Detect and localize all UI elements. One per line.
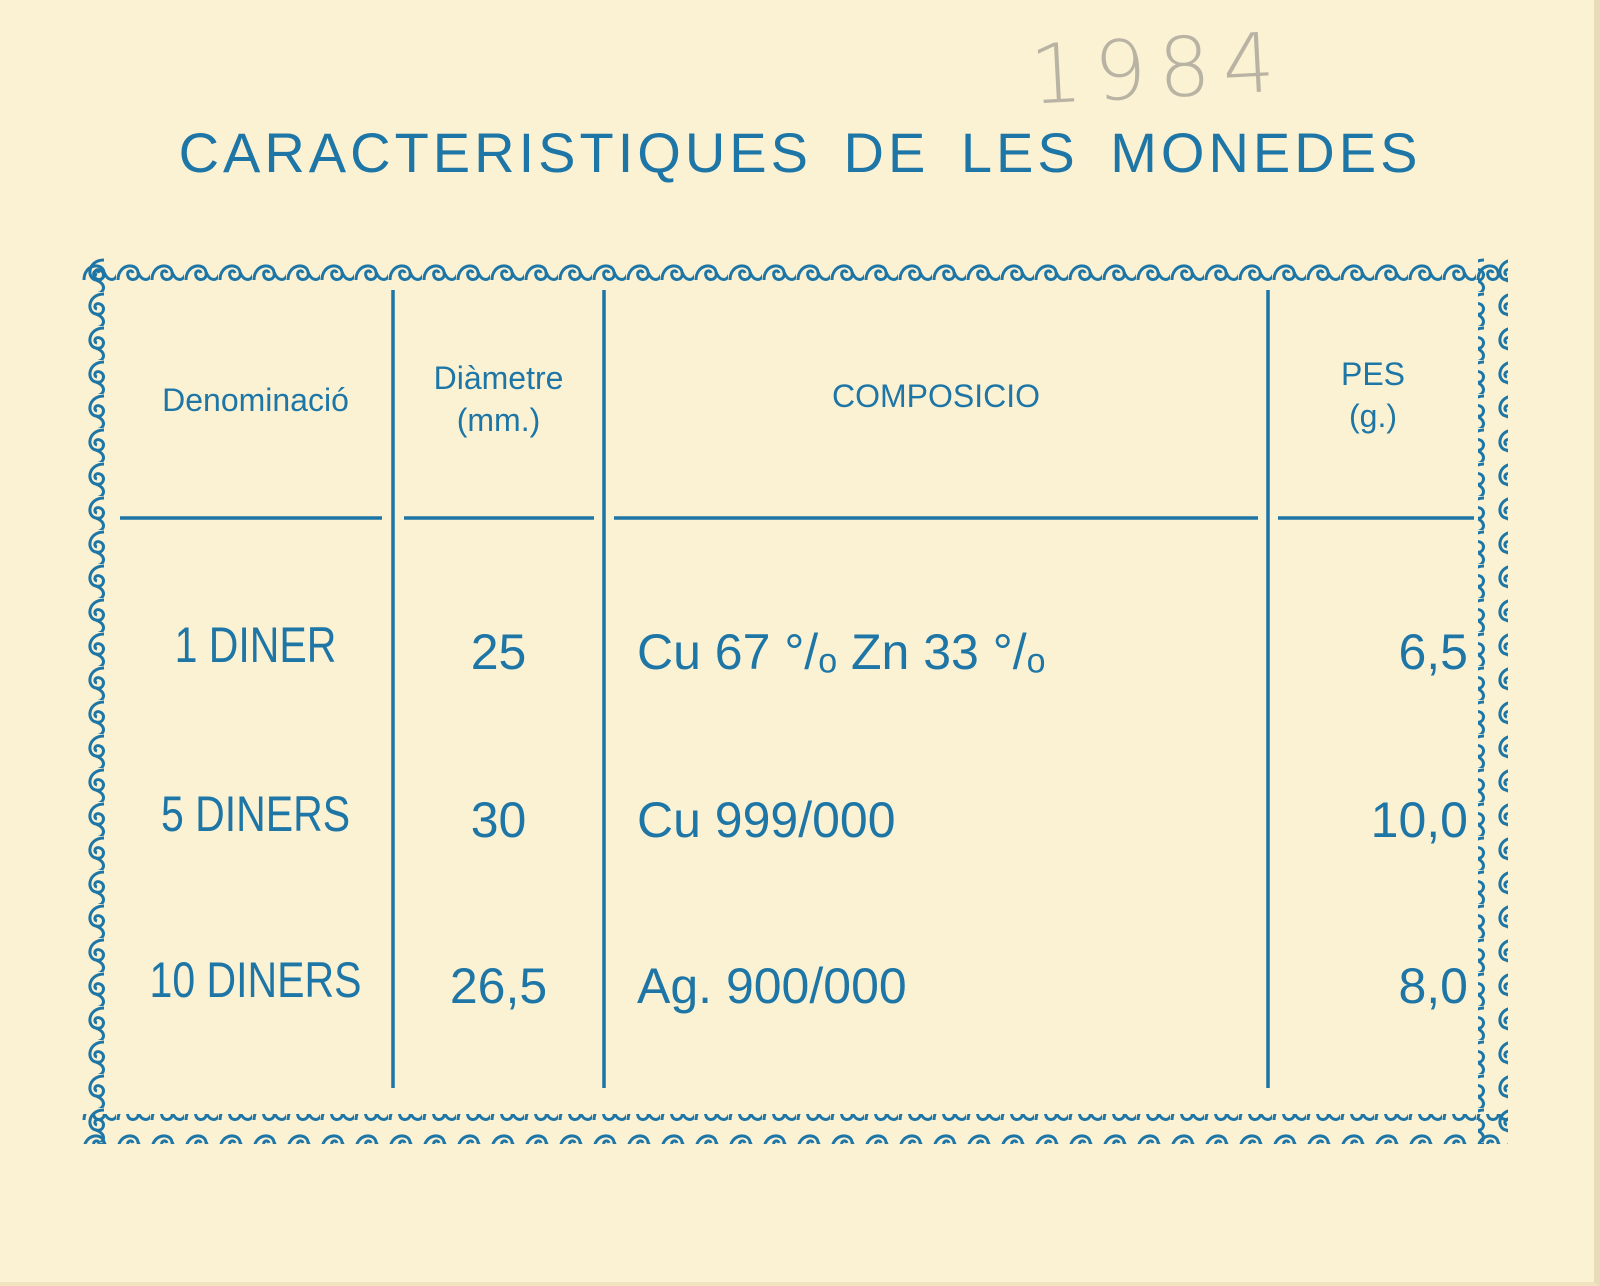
header-weight-label: PES [1340, 356, 1406, 392]
header-diameter-label: Diàmetre [433, 360, 564, 396]
header-weight-unit: (g.) [1349, 397, 1397, 434]
row-1-weight: 6,5 [1398, 624, 1468, 680]
header-denomination: Denominació [162, 382, 349, 418]
row-2-diameter: 30 [470, 792, 527, 848]
header-diameter-unit: (mm.) [456, 401, 541, 438]
row-2-composition: Cu 999/000 [637, 792, 896, 848]
handwritten-year: 1984 [1027, 15, 1289, 124]
table-frame [82, 258, 1508, 1144]
row-3-weight: 8,0 [1398, 958, 1468, 1014]
row-3-composition: Ag. 900/000 [637, 958, 907, 1014]
page-title: CARACTERISTIQUES DE LES MONEDES [178, 121, 1422, 184]
row-3-denomination: 10 DINERS [149, 952, 362, 1008]
row-1-composition: Cu 67 °/ₒ Zn 33 °/ₒ [637, 624, 1046, 680]
row-2-weight: 10,0 [1370, 792, 1468, 848]
header-weight [1268, 354, 1478, 437]
row-1-diameter: 25 [470, 624, 527, 680]
header-composition: COMPOSICIO [831, 378, 1040, 414]
row-3-diameter: 26,5 [449, 958, 548, 1014]
header-diameter [393, 358, 604, 441]
row-1-denomination: 1 DINER [174, 617, 337, 673]
row-2-denomination: 5 DINERS [160, 786, 351, 842]
